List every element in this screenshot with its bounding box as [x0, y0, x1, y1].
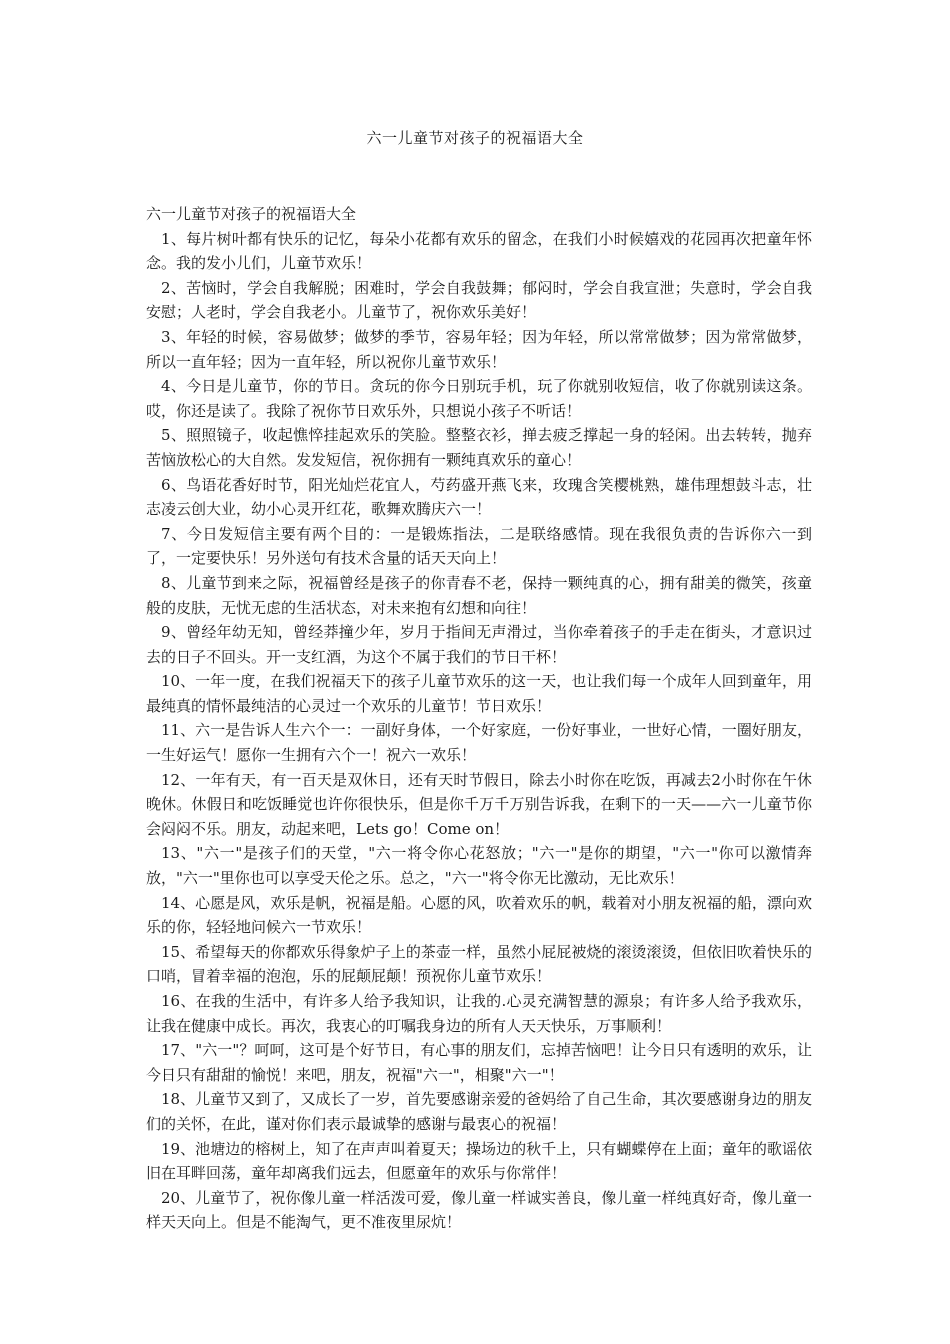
- paragraph: 5、照照镜子，收起憔悴挂起欢乐的笑脸。整整衣衫，掸去疲乏撑起一身的轻闲。出去转转，抛弃苦恼放松心的大自然。发发短信，祝你拥有一颗纯真欢乐的童心！: [146, 426, 812, 469]
- paragraph: 16、在我的生活中，有许多人给予我知识，让我的.心灵充满智慧的源泉；有许多人给予我欢乐，让我在健康中成长。再次，我衷心的叮嘱我身边的所有人天天快乐，万事顺利！: [146, 992, 812, 1035]
- paragraph: 13、"六一"是孩子们的天堂，"六一将令你心花怒放；"六一"是你的期望，"六一"你可以激情奔放，"六一"里你也可以享受天伦之乐。总之，"六一"将令你无比激动，无比欢乐！: [146, 844, 812, 888]
- paragraph: 7、今日发短信主要有两个目的：一是锻炼指法，二是联络感情。现在我很负责的告诉你六一到了，一定要快乐！另外送句有技术含量的话天天向上！: [146, 524, 812, 568]
- paragraph: 10、一年一度，在我们祝福天下的孩子儿童节欢乐的这一天，也让我们每一个成年人回到童年，用最纯真的情怀最纯洁的心灵过一个欢乐的儿童节！节日欢乐！: [146, 672, 812, 715]
- paragraph: 6、鸟语花香好时节，阳光灿烂花宜人，芍药盛开燕飞来，玫瑰含笑樱桃熟，雄伟理想鼓斗志，壮志凌云创大业，幼小心灵开红花，歌舞欢腾庆六一！: [146, 475, 812, 519]
- paragraph: 20、儿童节了，祝你像儿童一样活泼可爱，像儿童一样诚实善良，像儿童一样纯真好奇，像儿童一样天天向上。但是不能淘气，更不准夜里尿炕！: [146, 1188, 812, 1232]
- paragraph: 17、"六一"？呵呵，这可是个好节日，有心事的朋友们，忘掉苦恼吧！让今日只有透明的欢乐，让今日只有甜甜的愉悦！来吧，朋友，祝福"六一"，相聚"六一"！: [146, 1041, 812, 1084]
- document-body: [146, 202, 812, 1235]
- paragraph: 12、一年有天，有一百天是双休日，还有天时节假日，除去小时你在吃饭，再减去2小时你在午休晚休。休假日和吃饭睡觉也许你很快乐，但是你千万千万别告诉我，在剩下的一天——六一儿童节你会闷闷不乐。朋友，动起来吧，Lets go！Come on！: [146, 770, 812, 838]
- section-heading: 六一儿童节对孩子的祝福语大全: [146, 205, 357, 223]
- paragraph: 3、年轻的时候，容易做梦；做梦的季节，容易年轻；因为年轻，所以常常做梦；因为常常做梦，所以一直年轻；因为一直年轻，所以祝你儿童节欢乐！: [146, 327, 812, 371]
- paragraph: 8、儿童节到来之际，祝福曾经是孩子的你青春不老，保持一颗纯真的心，拥有甜美的微笑，孩童般的皮肤，无忧无虑的生活状态，对未来抱有幻想和向往！: [146, 573, 812, 617]
- document-title: 六一儿童节对孩子的祝福语大全: [366, 129, 584, 147]
- paragraph: 15、希望每天的你都欢乐得象炉子上的茶壶一样，虽然小屁屁被烧的滚烫滚烫，但依旧吹着快乐的口哨，冒着幸福的泡泡，乐的屁颠屁颠！预祝你儿童节欢乐！: [146, 942, 812, 986]
- paragraph: 19、池塘边的榕树上，知了在声声叫着夏天；操场边的秋千上，只有蝴蝶停在上面；童年的歌谣依旧在耳畔回荡，童年却离我们远去，但愿童年的欢乐与你常伴！: [146, 1139, 812, 1183]
- paragraph: 4、今日是儿童节，你的节日。贪玩的你今日别玩手机，玩了你就别收短信，收了你就别读这条。哎，你还是读了。我除了祝你节日欢乐外，只想说小孩子不听话！: [146, 377, 812, 420]
- paragraph: 2、苦恼时，学会自我解脱；困难时，学会自我鼓舞；郁闷时，学会自我宣泄；失意时，学会自我安慰；人老时，学会自我老小。儿童节了，祝你欢乐美好！: [146, 278, 812, 322]
- paragraph: 18、儿童节又到了，又成长了一岁，首先要感谢亲爱的爸妈给了自己生命，其次要感谢身边的朋友们的关怀，在此，谨对你们表示最诚挚的感谢与最衷心的祝福！: [146, 1090, 812, 1133]
- paragraph: 9、曾经年幼无知，曾经莽撞少年，岁月于指间无声滑过，当你牵着孩子的手走在街头，才意识过去的日子不回头。开一支红酒，为这个不属于我们的节日干杯！: [146, 623, 812, 666]
- paragraph: 14、心愿是风，欢乐是帆，祝福是船。心愿的风，吹着欢乐的帆，载着对小朋友祝福的船，漂向欢乐的你，轻轻地问候六一节欢乐！: [146, 893, 812, 937]
- paragraph: 11、六一是告诉人生六个一：一副好身体，一个好家庭，一份好事业，一世好心情，一圈好朋友，一生好运气！愿你一生拥有六个一！祝六一欢乐！: [146, 721, 812, 765]
- paragraph: 1、每片树叶都有快乐的记忆，每朵小花都有欢乐的留念，在我们小时候嬉戏的花园再次把童年怀念。我的发小儿们，儿童节欢乐！: [146, 229, 812, 273]
